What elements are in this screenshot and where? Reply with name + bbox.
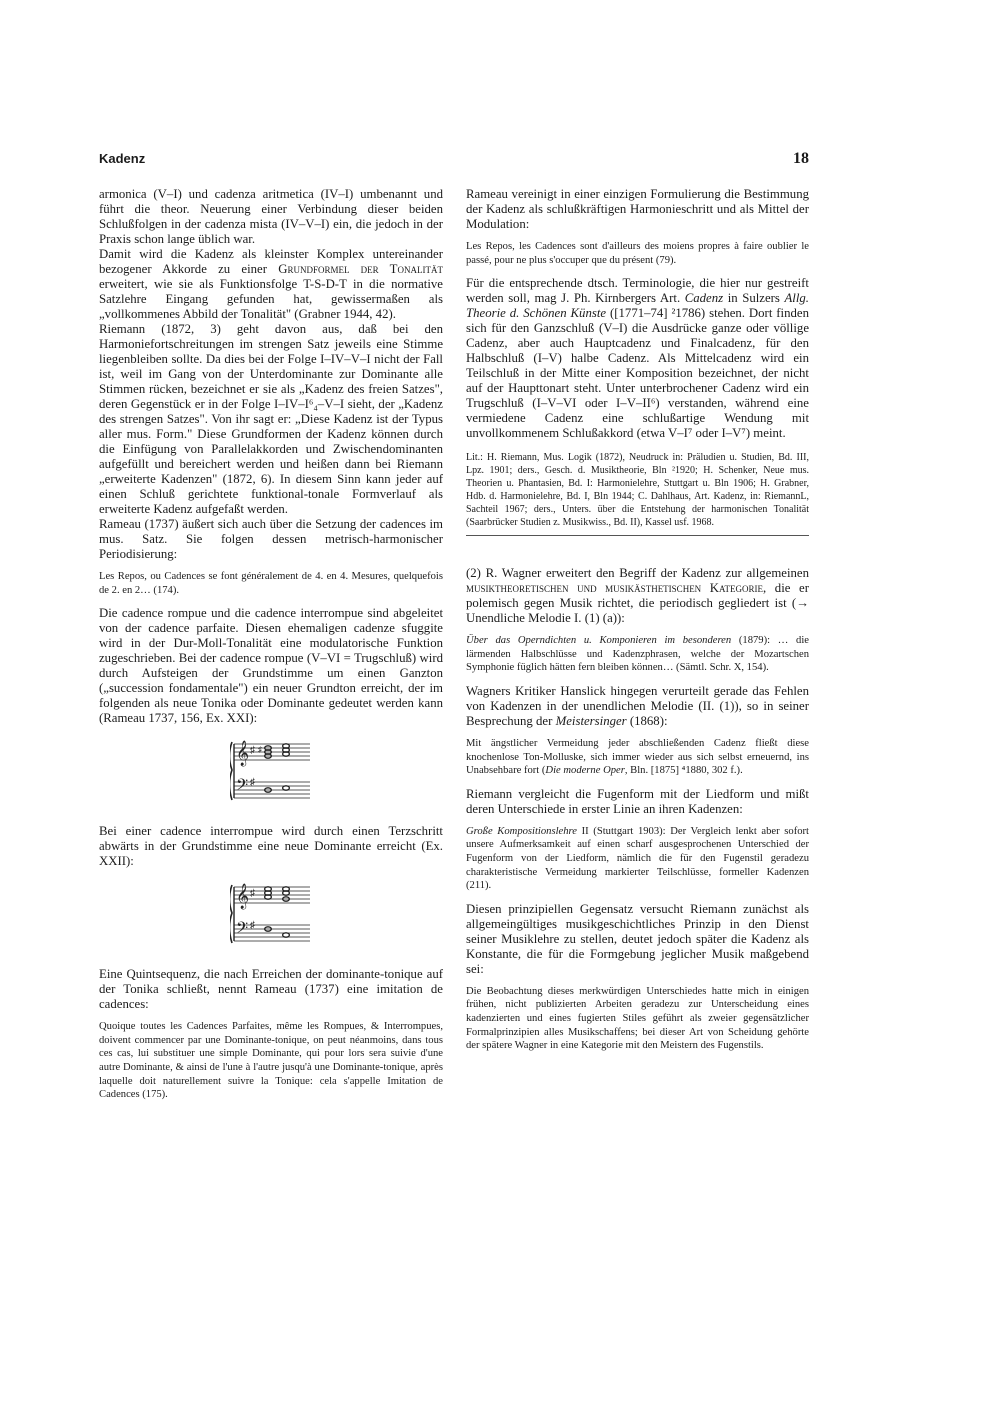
music-example-xxii — [230, 881, 312, 951]
svg-text:♯: ♯ — [250, 777, 255, 789]
paragraph: Für die entsprechende dtsch. Terminologie, die hier nur gestreift werden soll, mag J. Ph. Kirnbergers Art. Cadenz in Sulzers Allg. Theorie d. Schönen Künste ([1771–74] ²1786) stehen. Dort finden sich für den Ganzschluß (V–I) die Ausdrücke ganze oder völlige Cadenz, aber auch Hauptcadenz und Finalcadenz, für den Halbschluß (I–V) halbe Cadenz. Als Mittelcadenz wird ein Teilschluß in der Mitte einer Komposition bezeichnet, der nicht auf der Haupttonart steht. Unter unterbrochener Cadenz wird ein Trugschluß (I–V–VI oder I–V–II⁶) verstanden, während eine vermiedene Cadenz eine schlußartige Wendung mit unvollkommenem Schlußakkord (etwa V–I⁷ oder I–V⁷) meint. — [466, 276, 809, 441]
running-head: Kadenz — [99, 151, 146, 166]
svg-text:𝄞: 𝄞 — [236, 741, 250, 767]
paragraph: Wagners Kritiker Hanslick hingegen verurteilt gerade das Fehlen von Kadenzen in der unendlichen Melodie (II. (1)), so in seiner Besprechung der Meistersinger (1868): — [466, 683, 809, 728]
music-example-xxi — [230, 738, 312, 808]
page-number: 18 — [793, 150, 809, 167]
quotation: Die Beobachtung dieses merkwürdigen Unterschiedes hatte mich in einigen frühen, nicht publizierten Arbeiten geradezu zur Unterscheidung eines kadenzierten und eines fugierten Stiles geführt als zweier gegensätzlicher Formalprinzipien alles Musikschaffens; bei dieser Art von Scheidung gehörte der spätere Wagner in eine Kategorie mit den Meistern des Fugenstils. — [466, 985, 809, 1052]
paragraph: Bei einer cadence interrompue wird durch einen Terzschritt abwärts in der Grundstimme eine neue Dominante erreicht (Ex. XXII): — [99, 824, 443, 869]
svg-text:♯: ♯ — [250, 745, 255, 757]
quotation: Mit ängstlicher Vermeidung jeder abschließenden Cadenz fließt diese knochenlose Ton-Molluske, sich immer wieder aus sich selbst erneuernd, ins Unabsehbare fort (Die moderne Oper, Bln. [1875] ⁴1880, 302 f.). — [466, 737, 809, 777]
svg-text:𝄢: 𝄢 — [236, 919, 249, 942]
paragraph: Riemann (1872, 3) geht davon aus, daß bei den Harmoniefortschreitungen im strengen Satz jeweils eine Stimme liegenbleiben sollte. Da dies bei der Folge I–IV–V–I nicht der Fall ist, weil im Gang von der Unterdominante zur Dominante alle Stimmen rücken, bezeichnet er sie als „Kadenz des freien Satzes", deren Gegenstück er in der Folge I–IV–I⁶₄–V–I sieht, der „Kadenz des strengen Satzes". Von ihr sagt er: „Diese Kadenz ist der Typus aller mus. Form." Diese Grundformen der Kadenz können durch die Einfügung von Parallelakkorden und Zwischendominanten aufgefüllt und bereichert werden und heißen dann bei Riemann „erweiterte Kadenzen" (1872, 6). In diesem Sinn kann jeder auf einen Schluß gerichtete funktional-tonale Formverlauf als erweiterte Kadenz aufgefaßt werden. — [99, 322, 443, 516]
quotation: Quoique toutes les Cadences Parfaites, même les Rompues, & Interrompues, doivent commencer par une Dominante-tonique, on peut néanmoins, dans tous ces cas, lui substituer une simple Dominante, qui pour lors sera suivie d'une autre Dominante, & ainsi de l'une à l'autre jusqu'à une Dominante-tonique, après laquelle doit naturellement suivre la Tonique: cela s'appelle Imitation de Cadences (175). — [99, 1021, 443, 1101]
svg-text:♯: ♯ — [250, 920, 255, 932]
bibliography: Lit.: H. Riemann, Mus. Logik (1872), Neudruck in: Präludien u. Studien, Bd. III, Lpz. 1901; ders., Gesch. d. Musiktheorie, Bln ²1920; H. Schenker, Neue mus. Theorien u. Phantasien, Bd. I: Harmonielehre, Stuttgart u. Bln 1906; H. Grabner, Hdb. d. Harmonielehre, Bd. I, Bln 1944; C. Dahlhaus, Art. Kadenz, in: RiemannL, Sachteil 1967; ders., Unters. über die Entstehung der harmonischen Tonalität (Saarbrücker Studien z. Musikwiss., Bd. II), Kassel usf. 1968. — [466, 452, 809, 529]
paragraph: Riemann vergleicht die Fugenform mit der Liedform und mißt deren Unterschiede in erster Linie an ihren Kadenzen: — [466, 786, 809, 816]
quotation: Über das Operndichten u. Komponieren im besonderen (1879): … die lärmenden Halbschlüsse und Kadenzphrasen, welche der Mozartschen Symphonie füglich hätten fern bleiben können… (Sämtl. Schr. X, 154). — [466, 635, 810, 674]
quotation: Große Kompositionslehre II (Stuttgart 1903): Der Vergleich lenkt aber sofort unsere Aufmerksamkeit auf einen scharf ausgesprochenen Unterschied der Fugenform von der Liedform, nämlich die für den Fugenstil geradezu charakteristische Vermeidung markierter Teilschlüsse, formeller Kadenzen (211). — [466, 825, 809, 892]
paragraph: Die cadence rompue und die cadence interrompue sind abgeleitet von der cadence parfaite. Diesen ehemaligen cadenze sfuggite wird in der Dur-Moll-Tonalität eine modulatorische Funktion zugeschrieben. Bei der cadence rompue (V–VI = Trugschluß) wird durch Aufsteigen der Grundstimme um einen Ganzton („succession fondamentale") ein neuer Grundton erreicht, der im folgenden als neue Tonika oder Dominante gedeutet werden kann (Rameau 1737, 156, Ex. XXI): — [99, 606, 443, 726]
svg-text:𝄢: 𝄢 — [236, 776, 249, 799]
paragraph: Diesen prinzipiellen Gegensatz versucht Riemann zunächst als allgemeingültiges musikgeschichtliches Prinzip in den Dienst seiner Musiklehre zu stellen, deutet jedoch später die Kadenz als Konstante, die für die Formgebung jeglicher Musik maßgebend sei: — [466, 901, 809, 976]
paragraph: Damit wird die Kadenz als kleinster Komplex untereinander bezogener Akkorde zu einer Grundformel der Tonalität erweitert, wie sie als Funktionsfolge T-S-D-T in die normative Satzlehre Eingang gefunden hat, gewissermaßen als „vollkommenes Abbild der Tonalität" (Grabner 1944, 42). — [99, 247, 443, 321]
svg-text:𝄞: 𝄞 — [236, 884, 250, 910]
left-column — [99, 187, 443, 1111]
svg-text:♯: ♯ — [250, 888, 255, 900]
section-divider — [466, 535, 809, 536]
right-column — [466, 187, 809, 1062]
quotation: Les Repos, ou Cadences se font généralement de 4. en 4. Mesures, quelquefois de 2. en 2… (174). — [99, 571, 443, 596]
paragraph: armonica (V–I) und cadenza aritmetica (IV–I) umbenannt und führt die theor. Neuerung einer Verbindung dieser beiden Schlußfolgen in der cadenza mista (IV–V–I) ein, die jedoch in der Praxis schon lange üblich war. — [99, 187, 443, 246]
svg-text:♯: ♯ — [258, 745, 262, 755]
paragraph: Eine Quintsequenz, die nach Erreichen der dominante-tonique auf der Tonika schließt, nennt Rameau (1737) eine imitation de cadences: — [99, 967, 443, 1012]
quotation: Les Repos, les Cadences sont d'ailleurs des moiens propres à faire oublier le passé, pour ne plus s'occuper que du présent (79). — [466, 241, 809, 266]
paragraph: Rameau vereinigt in einer einzigen Formulierung die Bestimmung der Kadenz als schlußkräftigen Harmonieschritt und als Mittel der Modulation: — [466, 187, 809, 231]
section-heading-paragraph: (2) R. Wagner erweitert den Begriff der Kadenz zur allgemeinen musiktheoretischen und musikästhetischen Kategorie, die er polemisch gegen Musik richtet, die periodisch gegliedert ist (→ Unendliche Melodie I. (1) (a)): — [466, 566, 809, 626]
paragraph: Rameau (1737) äußert sich auch über die Setzung der cadences im mus. Satz. Sie folgen dessen metrisch-harmonischer Periodisierung: — [99, 517, 443, 561]
